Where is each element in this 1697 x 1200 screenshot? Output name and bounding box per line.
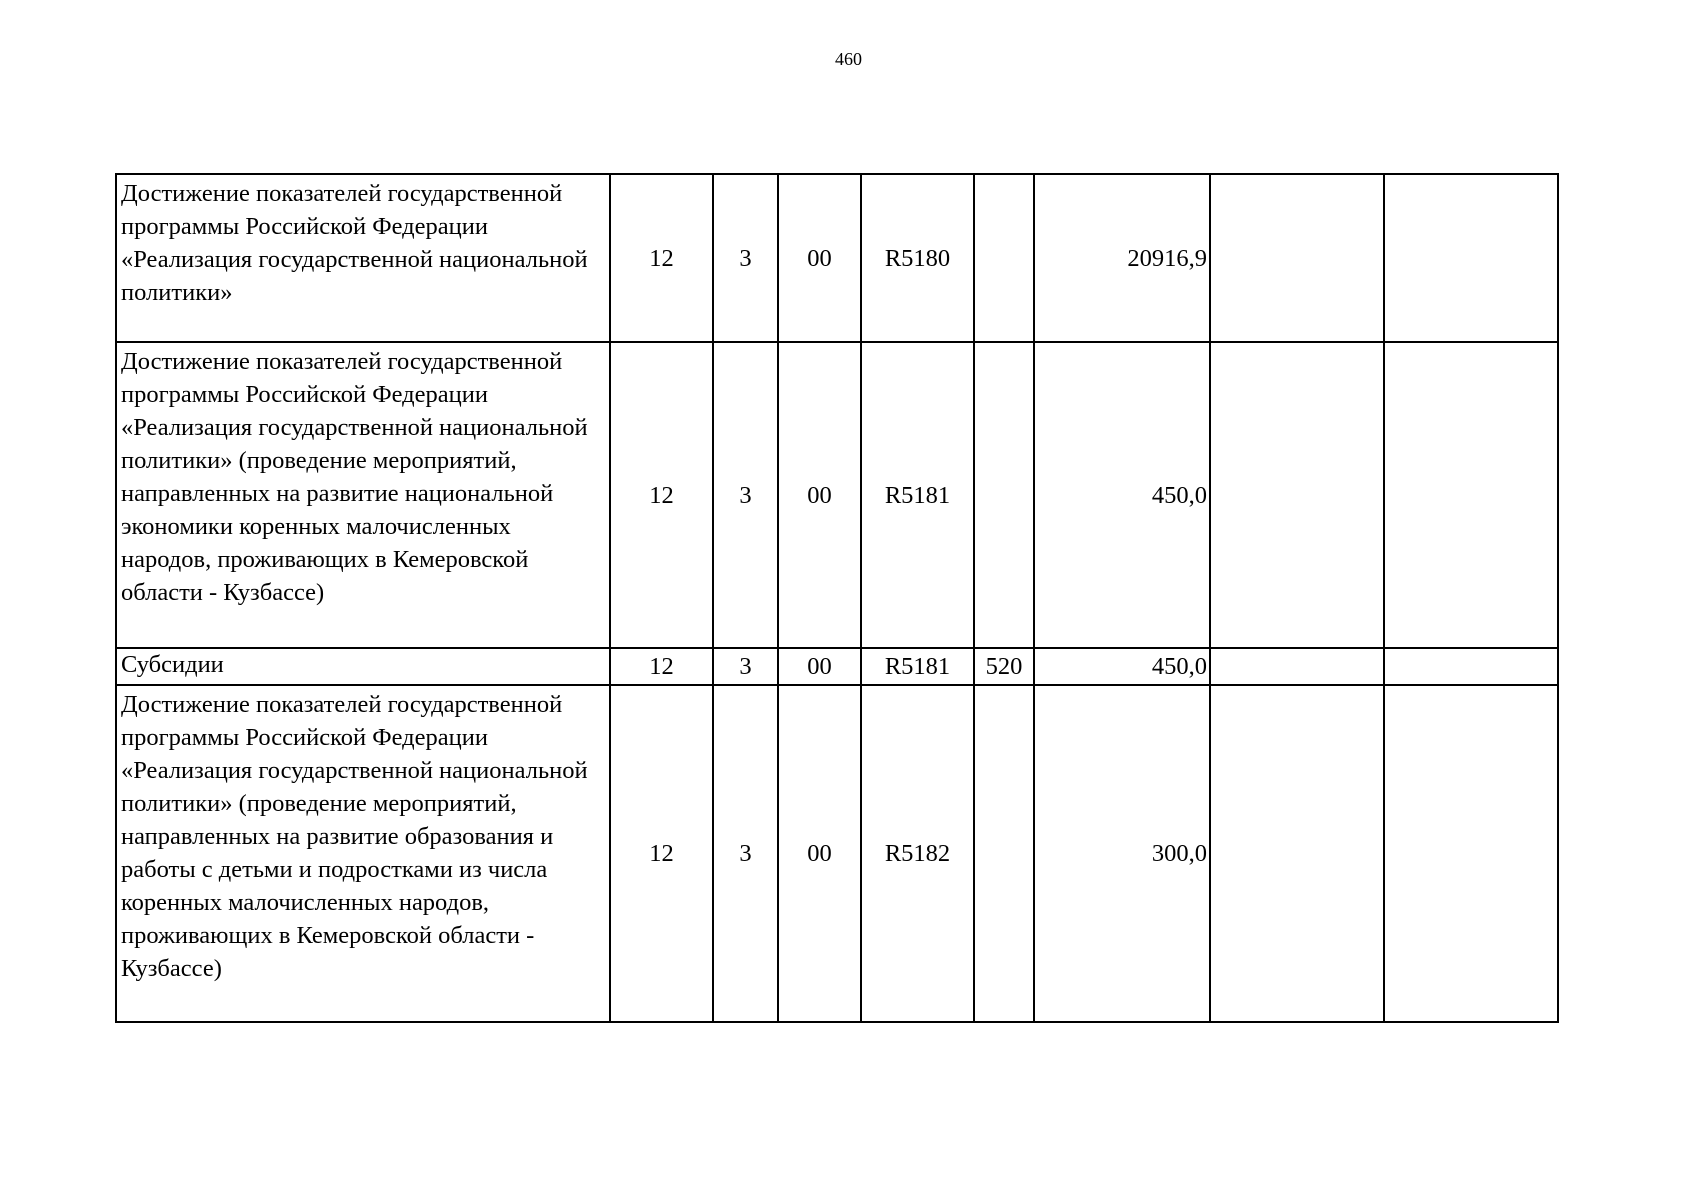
amount-cell: 300,0	[1034, 685, 1210, 1022]
code-cell: R5181	[861, 342, 974, 648]
program-cell: 3	[713, 685, 778, 1022]
subprogram-cell: 00	[778, 685, 861, 1022]
page-number: 460	[835, 49, 862, 69]
extra-cell-2	[1384, 685, 1558, 1022]
extra-cell-2	[1384, 174, 1558, 342]
row-name: Достижение показателей государственной программы Российской Федерации «Реализация государственной национальной политики»	[116, 174, 610, 342]
row-name: Достижение показателей государственной программы Российской Федерации «Реализация государственной национальной политики» (проведение мероприятий, направленных на развитие национальной экономики коренных малочисленных народов, проживающих в Кемеровской области - Кузбассе)	[116, 342, 610, 648]
extra-cell-1	[1210, 648, 1384, 685]
chapter-cell: 12	[610, 342, 713, 648]
table-row	[116, 342, 1558, 648]
extra-cell-2	[1384, 342, 1558, 648]
code-cell: R5180	[861, 174, 974, 342]
subprogram-cell: 00	[778, 342, 861, 648]
amount-cell: 450,0	[1034, 342, 1210, 648]
table-row	[116, 174, 1558, 342]
table-row	[116, 648, 1558, 685]
program-cell: 3	[713, 174, 778, 342]
subprogram-cell: 00	[778, 648, 861, 685]
row-name: Субсидии	[116, 648, 610, 685]
type-cell	[974, 685, 1034, 1022]
extra-cell-2	[1384, 648, 1558, 685]
program-cell: 3	[713, 648, 778, 685]
type-cell	[974, 174, 1034, 342]
extra-cell-1	[1210, 685, 1384, 1022]
type-cell	[974, 342, 1034, 648]
chapter-cell: 12	[610, 648, 713, 685]
amount-cell: 450,0	[1034, 648, 1210, 685]
extra-cell-1	[1210, 174, 1384, 342]
amount-cell: 20916,9	[1034, 174, 1210, 342]
extra-cell-1	[1210, 342, 1384, 648]
type-cell: 520	[974, 648, 1034, 685]
code-cell: R5181	[861, 648, 974, 685]
budget-table	[115, 173, 1559, 1023]
table-row	[116, 685, 1558, 1022]
chapter-cell: 12	[610, 685, 713, 1022]
chapter-cell: 12	[610, 174, 713, 342]
program-cell: 3	[713, 342, 778, 648]
code-cell: R5182	[861, 685, 974, 1022]
row-name: Достижение показателей государственной программы Российской Федерации «Реализация государственной национальной политики» (проведение мероприятий, направленных на развитие образования и работы с детьми и подростками из числа коренных малочисленных народов, проживающих в Кемеровской области - Кузбассе)	[116, 685, 610, 1022]
subprogram-cell: 00	[778, 174, 861, 342]
